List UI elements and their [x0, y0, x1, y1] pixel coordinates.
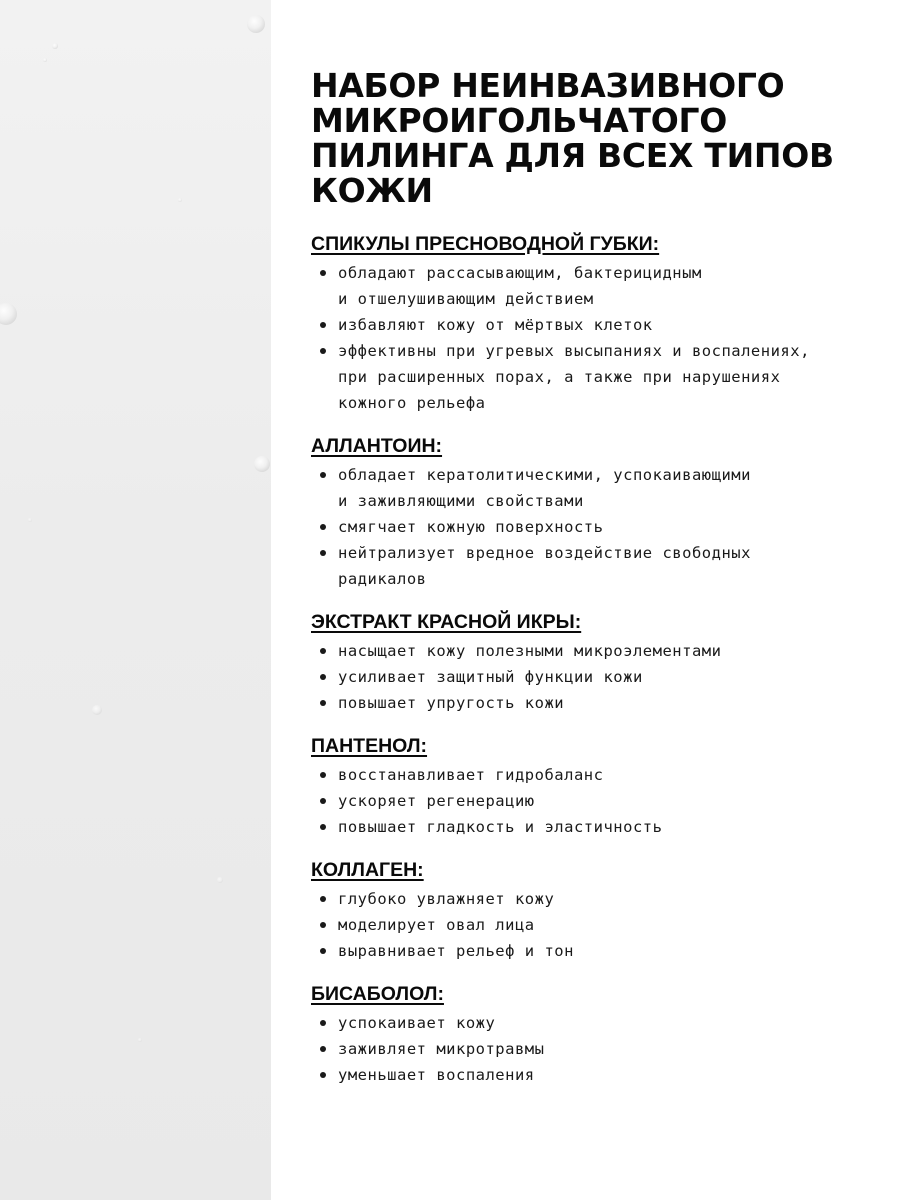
- section-heading: АЛЛАНТОИН:: [311, 435, 443, 457]
- ingredient-section: [311, 610, 886, 716]
- side-photo-texture: [0, 0, 271, 1200]
- benefit-list-item: смягчает кожную поверхность: [311, 514, 886, 540]
- droplets-decoration: [0, 0, 271, 1200]
- benefit-list: [311, 762, 886, 840]
- benefit-list-item: повышает упругость кожи: [311, 690, 886, 716]
- ingredient-section: [311, 232, 886, 416]
- benefit-list-item: насыщает кожу полезными микроэлементами: [311, 638, 886, 664]
- benefit-list: [311, 886, 886, 964]
- page-title: НАБОР НЕИНВАЗИВНОГО МИКРОИГОЛЬЧАТОГО ПИЛИНГА ДЛЯ ВСЕХ ТИПОВ КОЖИ: [311, 66, 834, 210]
- ingredient-section: [311, 982, 886, 1088]
- benefit-list-item: обладают рассасывающим, бактерицидным и отшелушивающим действием: [311, 260, 886, 312]
- benefit-list-item: глубоко увлажняет кожу: [311, 886, 886, 912]
- benefit-list: [311, 638, 886, 716]
- benefit-list-item: нейтрализует вредное воздействие свободных радикалов: [311, 540, 886, 592]
- section-heading: КОЛЛАГЕН:: [311, 859, 424, 881]
- section-heading: ЭКСТРАКТ КРАСНОЙ ИКРЫ:: [311, 611, 582, 633]
- benefit-list-item: обладает кератолитическими, успокаивающими и заживляющими свойствами: [311, 462, 886, 514]
- benefit-list-item: эффективны при угревых высыпаниях и воспалениях, при расширенных порах, а также при нарушениях кожного рельефа: [311, 338, 886, 416]
- benefit-list-item: выравнивает рельеф и тон: [311, 938, 886, 964]
- benefit-list-item: ускоряет регенерацию: [311, 788, 886, 814]
- benefit-list: [311, 1010, 886, 1088]
- ingredient-sections: [311, 232, 886, 1088]
- benefit-list-item: избавляют кожу от мёртвых клеток: [311, 312, 886, 338]
- benefit-list: [311, 260, 886, 416]
- benefit-list-item: заживляет микротравмы: [311, 1036, 886, 1062]
- section-heading: БИСАБОЛОЛ:: [311, 983, 444, 1005]
- ingredient-section: [311, 858, 886, 964]
- section-heading: СПИКУЛЫ ПРЕСНОВОДНОЙ ГУБКИ:: [311, 233, 660, 255]
- section-heading: ПАНТЕНОЛ:: [311, 735, 428, 757]
- benefit-list-item: повышает гладкость и эластичность: [311, 814, 886, 840]
- ingredient-section: [311, 434, 886, 592]
- benefit-list-item: успокаивает кожу: [311, 1010, 886, 1036]
- benefit-list-item: уменьшает воспаления: [311, 1062, 886, 1088]
- benefit-list-item: усиливает защитный функции кожи: [311, 664, 886, 690]
- benefit-list-item: восстанавливает гидробаланс: [311, 762, 886, 788]
- benefit-list: [311, 462, 886, 592]
- main-content: [311, 68, 886, 1106]
- benefit-list-item: моделирует овал лица: [311, 912, 886, 938]
- ingredient-section: [311, 734, 886, 840]
